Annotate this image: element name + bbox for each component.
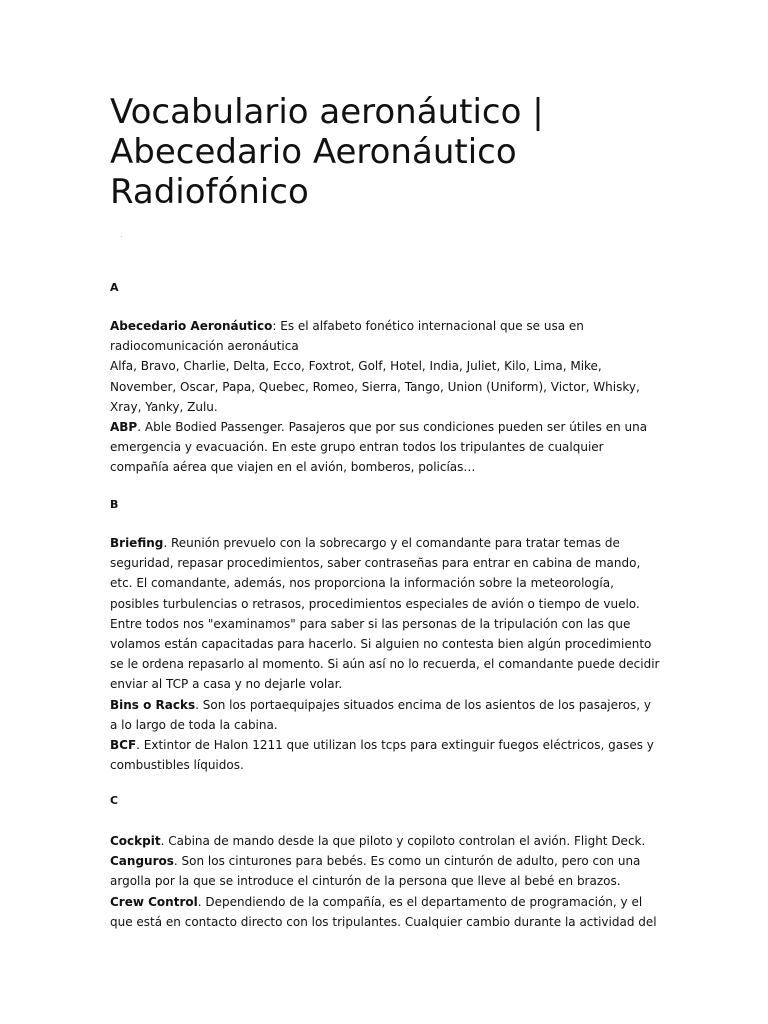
- stray-mark: [121, 236, 122, 237]
- entry-bcf: [110, 735, 662, 775]
- entry-canguros: [110, 851, 662, 891]
- document-title: [110, 92, 662, 212]
- entry-text: . Cabina de mando desde la que piloto y copiloto controlan el avión. Flight Deck.: [160, 834, 646, 848]
- entry-bins-racks: [110, 695, 662, 735]
- entry-term: Bins o Racks: [110, 697, 196, 712]
- entry-text: . Able Bodied Passenger. Pasajeros que por sus condiciones pueden ser útiles en una emergencia y evacuación. En este grupo entran todos los tripulantes de cualquier compañía aérea que viajen en el avión, bomberos, policías…: [110, 420, 648, 475]
- entry-text: . Reunión prevuelo con la sobrecargo y el comandante para tratar temas de seguridad, repasar procedimientos, saber contraseñas para entrar en cabina de mando, etc. El comandante, además, nos proporciona la información sobre la meteorología, posibles turbulencias o retrasos, procedimientos especiales de avión o tiempo de vuelo. Entre todos nos "examinamos" para saber si las personas de la tripulación con las que volamos están capacitadas para hacerlo. Si alguien no contesta bien algún procedimiento se le ordena repasarlo al momento. Si aún así no lo recuerda, el comandante puede decidir enviar al TCP a casa y no dejarle volar.: [110, 536, 660, 692]
- entry-term: ABP: [110, 420, 138, 435]
- entry-term: Crew Control: [110, 894, 198, 909]
- section-a-entries: [110, 316, 662, 478]
- section-letter-b: B: [110, 498, 119, 511]
- entry-term: Briefing: [110, 536, 164, 550]
- section-c-entries: [110, 831, 662, 932]
- entry-term: Canguros: [110, 854, 174, 869]
- section-letter-a: A: [110, 281, 119, 294]
- entry-cockpit: [110, 831, 662, 851]
- entry-alphabet-list: [110, 356, 662, 417]
- entry-briefing: [110, 533, 662, 695]
- entry-term: Abecedario Aeronáutico: [110, 319, 273, 333]
- entry-abp: [110, 417, 662, 478]
- entry-text: Alfa, Bravo, Charlie, Delta, Ecco, Foxtrot, Golf, Hotel, India, Juliet, Kilo, Lima, Mike, November, Oscar, Papa, Quebec, Romeo, Sierra, Tango, Union (Uniform), Victor, Whisky, Xray, Yanky, Zulu.: [110, 359, 640, 414]
- entry-abecedario: [110, 316, 662, 356]
- title-line-2: Abecedario Aeronáutico: [110, 132, 517, 172]
- entry-text: . Son los cinturones para bebés. Es como un cinturón de adulto, pero con una argolla por la que se introduce el cinturón de la persona que lleve al bebé en brazos.: [110, 854, 641, 889]
- section-b-entries: [110, 533, 662, 775]
- entry-crew-control: [110, 892, 662, 932]
- entry-text: : Es el alfabeto fonético internacional que se usa en radiocomunicación aeronáutica: [110, 319, 584, 354]
- entry-text: . Dependiendo de la compañía, es el departamento de programación, y el que está en contacto directo con los tripulantes. Cualquier cambio durante la actividad del: [110, 894, 657, 929]
- title-line-3: Radiofónico: [110, 172, 309, 212]
- section-letter-c: C: [110, 794, 119, 807]
- document-page: [110, 92, 662, 929]
- entry-term: BCF: [110, 738, 137, 753]
- entry-term: Cockpit: [110, 834, 161, 848]
- title-line-1: Vocabulario aeronáutico |: [110, 92, 544, 132]
- entry-text: . Extintor de Halon 1211 que utilizan los tcps para extinguir fuegos eléctricos, gases y combustibles líquidos.: [110, 738, 654, 773]
- entry-text: . Son los portaequipajes situados encima de los asientos de los pasajeros, y a lo largo de toda la cabina.: [110, 697, 652, 732]
